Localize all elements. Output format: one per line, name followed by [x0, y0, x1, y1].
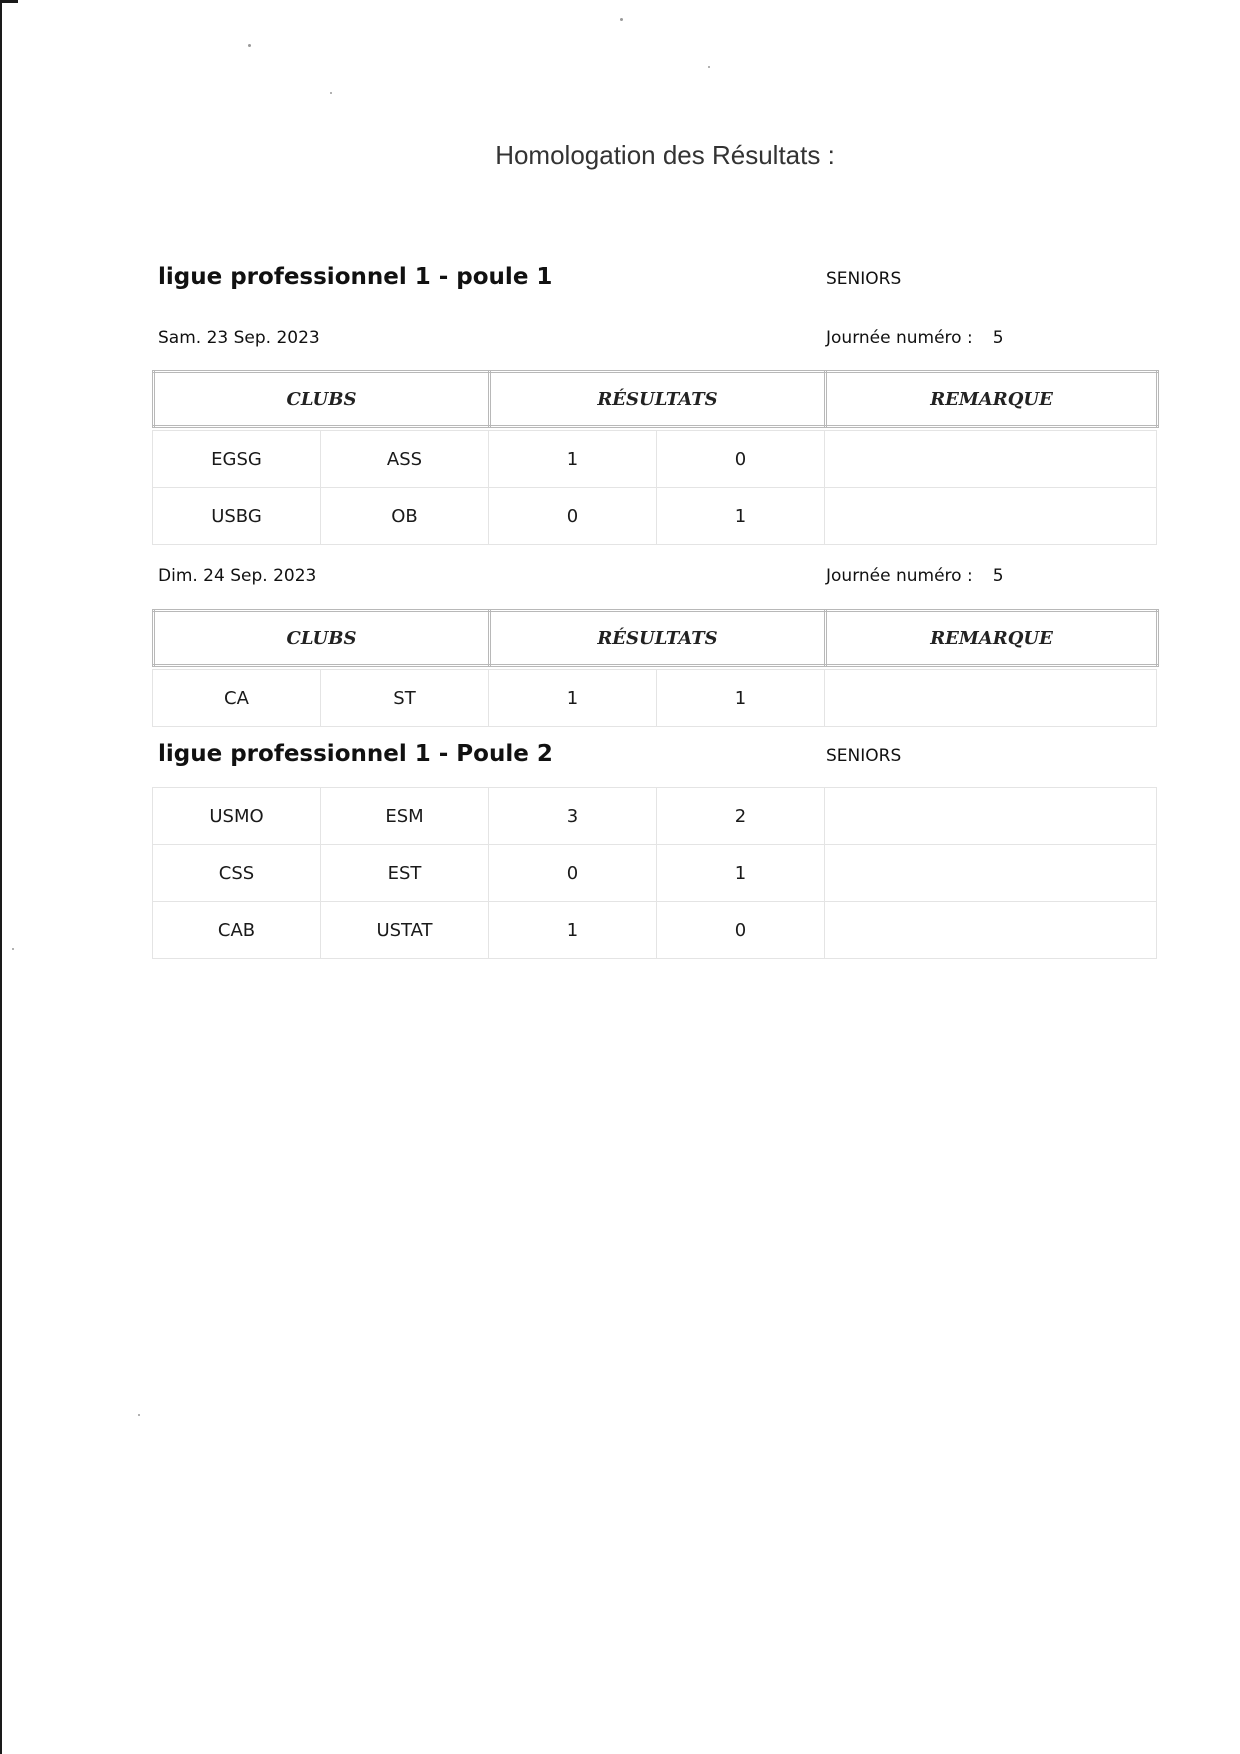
home-score: 3: [489, 788, 657, 845]
away-score: 1: [657, 488, 825, 545]
header-remarque: REMARQUE: [826, 372, 1158, 427]
away-club: OB: [321, 488, 489, 545]
header-clubs: CLUBS: [154, 611, 490, 666]
match-date: Sam. 23 Sep. 2023: [158, 328, 320, 348]
away-score: 0: [657, 902, 825, 959]
header-clubs: CLUBS: [154, 372, 490, 427]
scan-edge-mark: [0, 0, 18, 3]
home-club: CSS: [153, 845, 321, 902]
away-club: ST: [321, 670, 489, 727]
table-row: [153, 488, 1157, 545]
away-score: 1: [657, 670, 825, 727]
scan-speck: [12, 948, 14, 950]
remark: [825, 902, 1157, 959]
home-club: USMO: [153, 788, 321, 845]
home-score: 1: [489, 902, 657, 959]
header-resultats: RÉSULTATS: [490, 611, 826, 666]
home-club: USBG: [153, 488, 321, 545]
scan-edge: [0, 0, 2, 1754]
page-title: Homologation des Résultats :: [495, 140, 835, 170]
scan-speck: [138, 1414, 140, 1416]
journee-number: 5: [992, 328, 1004, 348]
header-resultats: RÉSULTATS: [490, 372, 826, 427]
away-club: EST: [321, 845, 489, 902]
journee-info: [826, 328, 1004, 348]
table-row: [153, 670, 1157, 727]
home-score: 0: [489, 845, 657, 902]
home-club: CAB: [153, 902, 321, 959]
journee-label: Journée numéro :: [826, 328, 973, 348]
category-label: SENIORS: [826, 746, 902, 766]
results-table: [152, 787, 1157, 959]
results-header: [152, 370, 1159, 428]
home-club: CA: [153, 670, 321, 727]
remark: [825, 670, 1157, 727]
away-club: USTAT: [321, 902, 489, 959]
home-club: EGSG: [153, 431, 321, 488]
results-table: [152, 669, 1157, 727]
away-club: ASS: [321, 431, 489, 488]
home-score: 0: [489, 488, 657, 545]
remark: [825, 845, 1157, 902]
away-club: ESM: [321, 788, 489, 845]
results-table: [152, 430, 1157, 545]
match-date: Dim. 24 Sep. 2023: [158, 566, 317, 586]
away-score: 2: [657, 788, 825, 845]
results-header: [152, 609, 1159, 667]
away-score: 0: [657, 431, 825, 488]
table-row: [153, 902, 1157, 959]
remark: [825, 488, 1157, 545]
table-row: [153, 788, 1157, 845]
league-title-poule-2: ligue professionnel 1 - Poule 2: [158, 741, 553, 767]
home-score: 1: [489, 431, 657, 488]
scan-speck: [620, 18, 623, 21]
table-row: [153, 845, 1157, 902]
table-row: [153, 431, 1157, 488]
league-title-poule-1: ligue professionnel 1 - poule 1: [158, 264, 553, 290]
scan-speck: [708, 66, 710, 68]
remark: [825, 431, 1157, 488]
journee-info: [826, 566, 1004, 586]
scan-speck: [330, 92, 332, 94]
journee-label: Journée numéro :: [826, 566, 973, 586]
category-label: SENIORS: [826, 269, 902, 289]
away-score: 1: [657, 845, 825, 902]
remark: [825, 788, 1157, 845]
header-remarque: REMARQUE: [826, 611, 1158, 666]
home-score: 1: [489, 670, 657, 727]
scan-speck: [248, 44, 251, 47]
journee-number: 5: [992, 566, 1004, 586]
